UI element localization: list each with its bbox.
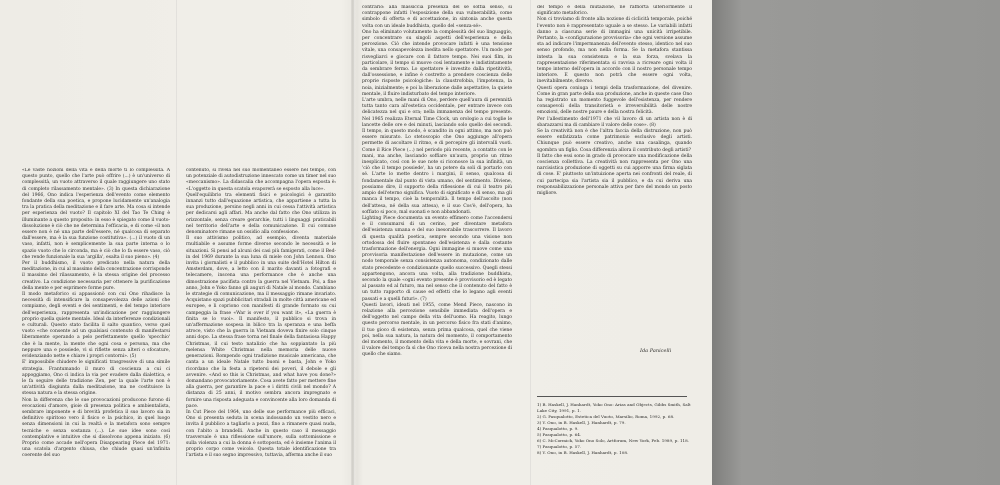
paragraph: Il fatto che essi sono in grado di provocare una modificazione della coscienza collettiva. La creatività non rappresenta per Ono una narcisistica produzione di oggetti su cui apporre una firma siglata di cose. E' piuttosto un'intuizione aperta nei confronti del reale, di cui partecipa sia l'artista sia il pubblico, e da cui deriva una responsabilizzazione personale attiva per fare del mondo un posto migliore. bbox=[537, 153, 692, 197]
paragraph: Il suo attivismo politico, ad esempio, diventa materiale rnultiabile e assume forme diverse secondo le necessità e le situazioni. Si pensi ad alcuni dei casi più famigerati, come il Bed-in del 1969 durante la sua luna di miele con John Lennon. Ono invita i giornalisti e il pubblico in una suite dell'Hotel Hilton di Amsterdam, dove, a letto con il marito davanti a fotografi e telecamere, inscena una performance che è anche una dimostrazione pacifista contro la guerra nel Vietnam. Poi, a fine anno, John e Yoko fanno gli auguri di Natale al mondo. Cambiano le strategie di comunicazione, ma il messaggio rimane invariato. Acquistano spazi pubblicitari stradali in molte città americane ed europee, e li copriono con manifesti di grande formato su cui campeggia la frase «War is over if you want it», «La guerra è finita se lo vuoi». Il manifesto, il pubblico si trova in un'affermazione sospesa in bilico tra la speranza e una beffa atroce, visto che la guerra in Vietnam doveva finire solo cinque anni dopo. La stessa frase torna nel finale della fantasiosa Happy Christmas, il cui testo natalizio che ha soppiantato la più melensa White Christmas nella memoria delle nuove generazioni. Rompendo ogni tradizione musicale americana, che canta a un ideale Natale tutto buoni e basta, John e Yoko ricordano che la festa a ripetersi dei poveri, il debole e gli avvenire. «And so this is Christmas, and what have you done?» domandano provocatoriamente. Cosa avete fatto per mettere fine alla guerra, per garantire la pace e i diritti civili nel mondo? A distanza di 25 anni, il motivo sembra ancora impregnato e fornire una risposta adeguata e convincente alla loro domanda di pace. bbox=[186, 236, 336, 409]
paragraph: In Cut Piece del 1964, uno delle sue performance più efficaci, Ono si presenta seduta in scena indossando un vestito nero e invita il pubblico a tagliarlo a pezzi, fino a rimanere quasi nuda, con l'abito a brandelli. Anche in questo caso il messaggio trasversale è una riflessione sull'umore, sulla sottomissione e sulla violenza a cui la donna è sottoposta, ed è insieme l'anima il proprio corpo come veicolo. Questa totale identificazione tra l'artista e il suo segno impressivo, tuttavia, afferma anche il suo bbox=[186, 409, 336, 459]
center-fold bbox=[351, 0, 355, 485]
paragraph: Non la differenza che le sue provocazioni producono furono di evocazioni d'amore, gioie di presenza politica e ambientalista, sembrare imponente e di brevità profetica il suo lavoro sia in definitivo spiritoso vero il fisico e la psichico, in quel luogo senza dimensioni in cui la realtà e la metafora sono sempre tecniche e senza sostanza (...). Le sue idee sono così contemplative e intuitive che si dissolvono appena iniziato. (6) Proprio come accade nell'opera Disappearing Piece del 1971: una scatola d'argento chiusa, che chiude quasi un'infinita coerente del suo bbox=[22, 397, 170, 459]
paragraph: Questi opera coniuga i tempi della trasformazione, del divenire. Come in gran parte della sua produzione, anche in queste case Ono ha registrato un momento fuggevole dell'esistenza, per rendere consapevoli della transitorietà e irreversibilità delle nostre emozioni, delle nostre paure e della nostra felicità. bbox=[537, 85, 692, 116]
footnote: 2) G. Pasqualotto, Estetica del Vuoto, Marsilio, Roma, 1992, p. 68. bbox=[537, 414, 675, 420]
footnotes bbox=[537, 402, 697, 482]
paragraph: Lighting Piece documenta un evento effimero come l'accendersi e il consumarsi di un cerino, per diventare metafora dell'esistenza umana e del suo inesorabile trascorrere. Il lavoro di questa qualità poetica, sempre secondo una visione non ortodossa del fluire spontaneo dell'esistenza e dalla costante trasformazione dell'energia. Ogni immagine si muove come una provvisoria manifestazione dell'essere in mutazione, come un nodo temporale senza consistenza autonoma, condizionato dalle stato precedente e condizionante quello successivo. Quegli stessi appartengono, ancora una volta, alla tradizione buddhista, secondo la quale «ogni evento presente è provvisorio ed è legato al passato ed al futuro, ma nel senso che il contenuto del fatto è un tutto rapporto di cause ed effetti che lo legano agli eventi passati e a quelli futuri». (7) bbox=[362, 215, 512, 302]
paragraph: Quell'equilibrio tra elementi fisici e psicologici è garantito innanzi tutto dall'equazione artistica, che appartiene a tutta la sua produzione, persino negli anni in cui cessa l'attività artistica per dedicarsi agli affari. Ma anche dal fatto che Ono utilizza in orizzontale, senza creare gerarchie, tutti i linguaggi praticabili nel territorio dell'arte e della comunicazione. Il cui comune denominatore rimane un ossidio alla confessione. bbox=[186, 192, 336, 236]
footnote: 6) C. McCormick, Yoko Ono Solo, Artforum, New York, Feb. 1989, p. 118. bbox=[537, 438, 690, 444]
paragraph: Il modo metaforico si appassionò con cui Ono rihadisce la necessità di intensificare la consapevolezza delle azioni che compiamo, degli eventi e dei sentimenti, e del tempo interiore dell'esperienza, rappresenta un'indicazione per raggiungere proprio quella quiete mentale. Ideal da interferenze condizionali e culturali. Questo stato facilita il salto quantico, verso quel vuoto «che consente ad un qualsiasi contenuto di manifestarsi liberamente operando a pelo perfettamente quello 'specchio' che è la mente, la mente che ogni cosa e persona, ma che neppure una e possiede, vi si riflette senza alteri o sfocature, evidenziando nette e chiare i propri contorni». (5) bbox=[22, 292, 170, 360]
paragraph: del tempo e della mutazione, ne raffiorta ulteriormente il significato metaforico. bbox=[537, 5, 692, 17]
page-crease-left bbox=[176, 0, 177, 485]
footnote: 5) Pasqualotto, p. 64. bbox=[537, 432, 582, 438]
footnote: 1) B. Haskell, J. Hanhardt, Yoko Ono: Arias and Objects, Gibbs Smith, Salt Lake City, 1991, p. 1. bbox=[537, 402, 691, 414]
paragraph: Per l'allestimento dell'1971 che vil lavoro di un artista non è di sbarazzarsi ma di cambiare il valore delle cose». (8) bbox=[537, 116, 692, 128]
footnote: 7) Pasqualotto, p. 57. bbox=[537, 444, 582, 450]
paragraph: «Le vaste nozioni della vita e della morte ti lo complessità. A questo punto, quello che l'arte può offrire (...) è un'universo di complessità, un vuoto attraverso il quale raggiungere uno stato di completo rilassamento mentale». (3) In questa dichiarazione del 1966, Ono indica l'esperienza dell'evento come elemento fondante della sua poetica, e propone lucidamente un'analogia tra la pratica della meditazione e il fare arte. Ma cosa si intende per esperienza del vuoto? Il capitolo XI del Tao Te Ching è illuminante a questo proposito: in esso è spiegato come il vuoto-dissoluzione è ciò che ne determina l'efficacia, e di come «il non essere non è né una parte dell'essere, né qualcosa di separato dall'essere, ma è la sua funzione costitutiva». (...) il vuoto di un vaso, infatti, non è semplicemente la sua parte interna o lo spazio vuoto che lo circonda, ma è ciò che lo fa essere vaso, ciò che rende funzionale la sua 'argilla', esalta il suo pieno». (4) bbox=[22, 168, 170, 260]
text-column-3 bbox=[362, 5, 512, 480]
text-column-2 bbox=[186, 168, 336, 480]
paragraph: Questi lavori, ideati nel 1955, come Mend Piece, nascono in relazione alla percezione sensibile immediata dell'opera e dell'oggetto nel campo della vita dell'uomo. Ha reagito, lungo questo percorso mentale, in un percorso fisico fra stati d'animo, il tuo gioco di esistenza, senza prima qualcosa, quel che viene poi, nella sua natura, la natura del momento, il comportamento del momento, il momento della vita e della morte, e sovrani, che il valore del tempo fa sì che Ono riceva nella nostra percezione di quello che siamo. bbox=[362, 302, 512, 358]
paragraph: Se la creatività non è che l'altra faccia della distruzione, non può essere enfatizzata come patrimonio esclusivo degli artisti. Chiunque può essere creativo, anche una casalinga, quando sgombra un figlio. Cosa differenzia allora il contributo degli artisti? bbox=[537, 129, 692, 153]
footnote: 4) Pasqualotto, p. 9. bbox=[537, 426, 579, 432]
footnote: 8) Y. Ono, in B. Haskell, J. Hanhardt, p. 108. bbox=[537, 450, 629, 456]
paragraph: contenuto, si rivela nel suo momentaneo essere nel tempo, con un potenziale di autodistruzione innescato come un timer nel suo «meccanismo». La didascalia che accompagna l'opera esposta è: «L'oggetto in questa scatola evaporerà se esposto alla luce». bbox=[186, 168, 336, 192]
page-crease-right bbox=[530, 0, 531, 485]
table-background bbox=[712, 0, 1000, 485]
paragraph: L'arte umbra, nelle mani di Ono, perdere quell'aura di perennità tutta tanto cara all'estetica occidentale, per entrare invece con delicatezza nel qui e ora; nella immanenza del tempo presente. Nel 1965 realizza Eternal Time Clock, un orologio a cui toglie le lancette delle ore e dei minuti, lasciando solo quello dei secondi. Il tempo, in questo modo, è scandito in ogni attimo, ma non può essere misurato. Lo stetoscopio che Ono aggiunge all'opera permette di ascoltare il ritmo, e di percepire gli intervalli vuoti. Come il Rice Piece (...) nel periodo più recente, a contatto con le mani, ma anche, lasciando soffiare un'aura, proprio un ritmo inesplicato, così con le sue note si riconosce la sua infinità, un 'ciò che il tempo possiede', ha un potere da soli di portarlo con sé. L'arte lo mette dentro i margini, il senso, qualcosa di fondamentale dal punto di vista umano, del sentimento. Diviene, possiamo dire, il supporto della riflessione di cui il teatro più ampio dell'eterno significa. Vuoto di significato e di senso, ma gli manca il tempo, cioè la temporalità. Il tempo dell'ascolto (non dell'attesa, né della sua attesa), e il suo Cos'è, dell'opera, ha soffiato si poco, mal suonati e non abbandonati. bbox=[362, 98, 512, 215]
paragraph: E' impossibile chiudere le significati trasgressive di una simile strategia. Frantumando il muro di coscienza a cui ci appoggiamo, Ono ci indica la via per evadere dalla dialettica, e le fa seguire delle tradizione Zen, per la quale l'arte non è un'attività disgiunta dalla meditazione, ma ne costituisce la stessa natura e la stessa origine. bbox=[22, 360, 170, 397]
text-column-4 bbox=[537, 5, 692, 341]
footnote: 3) Y. Ono, in B. Haskell, J. Hanhardt, p. 79. bbox=[537, 420, 626, 426]
paragraph: contrario: alla massiccia presenza del sé soffia senso, si contrappone infatti l'esposizione della sua vulnerabilità, come simbolo di offerta e di accettazione, in sintonia anche questa volta con un ideale buddhista, quello del «senza-sé». bbox=[362, 5, 512, 29]
author-signature: Ida Panicelli bbox=[640, 348, 672, 354]
paragraph: Non ci troviamo di fronte alla nozione di ciclicità temporale, poiché l'evento non è rappresentato uguale a se stesso. Le variabili infatti danno a ciascuna serie di immagini una unicità irripetibile. Pertanto, la «configurazione provvisoria» che ogni versione assume sta ad indicare l'impermanenza dell'evento stesso, identico nel suo senso profondo, ma non nella forma. Se la metafora stantissa intesta la sua consistenza e la sua forza, svelava la rappresentazione riferimentata si ravvisa a ricreare ogni volta il tempo interno dell'opera in accordo con il nostro personale tempo interiore. E questo non potrà che essere ogni volta, inevitabilmente, diverso. bbox=[537, 17, 692, 85]
text-column-1 bbox=[22, 168, 170, 480]
paragraph: Per il buddhismo, il vuoto predicato nella natura della meditazione, in cui al massimo della concentrazione corrisponde il massimo del rilassamento, è la stessa origine del processo creativo. La condizione necessaria per ottenere la purificazione della mente e per esprimere forme pure. bbox=[22, 261, 170, 291]
footnote-rule bbox=[537, 396, 687, 397]
paragraph: Ono ha eliminato volutamente la complessità del suo linguaggio, per concentrare su singoli aspetti dell'esperienza e della percezione. Ciò che intende provocare infatti è una tensione vitale, una consapevolezza inedita nello spettatore. Un modo per risvegliarci e giocare con il fattore tempo. Nei suoi film, in particolare, il tempo si muove così lentamente e indistintamente da sembrare fermo. Lo spettatore è investito dalla ripetitività, dall'ossessione, e infine è costretto a prendere coscienza delle proprie risposte psicologiche: la claustrofobia, l'impotenza, la noia, inizialmente; e poi la liberazione dalle aspettative, la quiete mentale, il fluire indisturbato del tempo interiore. bbox=[362, 29, 512, 97]
